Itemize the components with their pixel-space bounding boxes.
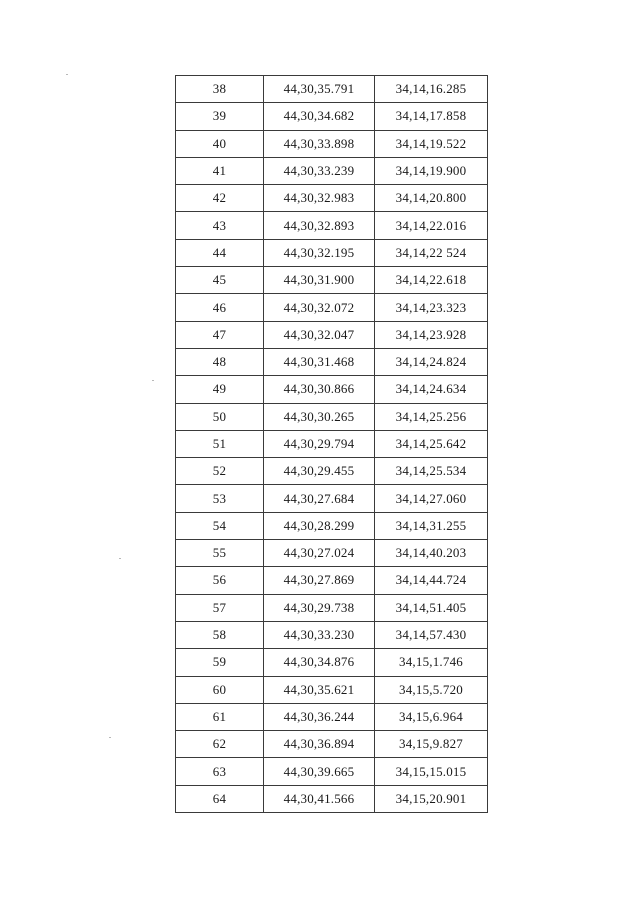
point-number-cell: 54 bbox=[176, 512, 264, 539]
coordinate-x-cell: 44,30,36.244 bbox=[264, 703, 375, 730]
point-number-cell: 50 bbox=[176, 403, 264, 430]
point-number-cell: 62 bbox=[176, 731, 264, 758]
table-row bbox=[176, 185, 488, 212]
coordinate-x-cell: 44,30,36.894 bbox=[264, 731, 375, 758]
coordinate-x-cell: 44,30,28.299 bbox=[264, 512, 375, 539]
point-number-cell: 63 bbox=[176, 758, 264, 785]
coordinate-y-cell: 34,14,24.634 bbox=[375, 376, 488, 403]
coordinate-x-cell: 44,30,30.866 bbox=[264, 376, 375, 403]
coordinate-y-cell: 34,14,44.724 bbox=[375, 567, 488, 594]
table-row bbox=[176, 267, 488, 294]
table-row bbox=[176, 485, 488, 512]
point-number-cell: 60 bbox=[176, 676, 264, 703]
table-row bbox=[176, 758, 488, 785]
coordinate-x-cell: 44,30,32.047 bbox=[264, 321, 375, 348]
table-row bbox=[176, 130, 488, 157]
point-number-cell: 53 bbox=[176, 485, 264, 512]
coordinate-x-cell: 44,30,39.665 bbox=[264, 758, 375, 785]
table-row bbox=[176, 676, 488, 703]
point-number-cell: 48 bbox=[176, 348, 264, 375]
coordinate-x-cell: 44,30,32.072 bbox=[264, 294, 375, 321]
scan-speck bbox=[66, 74, 68, 75]
scan-speck bbox=[152, 380, 154, 381]
point-number-cell: 43 bbox=[176, 212, 264, 239]
point-number-cell: 57 bbox=[176, 594, 264, 621]
coordinate-x-cell: 44,30,32.195 bbox=[264, 239, 375, 266]
coordinate-y-cell: 34,15,5.720 bbox=[375, 676, 488, 703]
coordinate-x-cell: 44,30,29.738 bbox=[264, 594, 375, 621]
coordinate-y-cell: 34,14,20.800 bbox=[375, 185, 488, 212]
point-number-cell: 49 bbox=[176, 376, 264, 403]
point-number-cell: 46 bbox=[176, 294, 264, 321]
coordinate-y-cell: 34,14,22 524 bbox=[375, 239, 488, 266]
coordinate-x-cell: 44,30,33.230 bbox=[264, 621, 375, 648]
table-row bbox=[176, 731, 488, 758]
table-row bbox=[176, 103, 488, 130]
point-number-cell: 51 bbox=[176, 430, 264, 457]
coordinate-y-cell: 34,14,40.203 bbox=[375, 540, 488, 567]
table-row bbox=[176, 294, 488, 321]
table-row bbox=[176, 540, 488, 567]
coordinate-y-cell: 34,14,19.900 bbox=[375, 157, 488, 184]
coordinate-x-cell: 44,30,31.468 bbox=[264, 348, 375, 375]
point-number-cell: 64 bbox=[176, 785, 264, 812]
coordinate-y-cell: 34,15,1.746 bbox=[375, 649, 488, 676]
coordinate-x-cell: 44,30,27.869 bbox=[264, 567, 375, 594]
coordinate-x-cell: 44,30,30.265 bbox=[264, 403, 375, 430]
point-number-cell: 44 bbox=[176, 239, 264, 266]
table-row bbox=[176, 458, 488, 485]
table-row bbox=[176, 403, 488, 430]
table-row bbox=[176, 430, 488, 457]
point-number-cell: 39 bbox=[176, 103, 264, 130]
coordinate-x-cell: 44,30,29.794 bbox=[264, 430, 375, 457]
point-number-cell: 61 bbox=[176, 703, 264, 730]
coordinate-x-cell: 44,30,34.682 bbox=[264, 103, 375, 130]
coordinate-y-cell: 34,15,9.827 bbox=[375, 731, 488, 758]
point-number-cell: 42 bbox=[176, 185, 264, 212]
table-row bbox=[176, 785, 488, 812]
point-number-cell: 41 bbox=[176, 157, 264, 184]
coordinate-x-cell: 44,30,27.684 bbox=[264, 485, 375, 512]
coordinate-y-cell: 34,14,22.016 bbox=[375, 212, 488, 239]
coordinate-x-cell: 44,30,29.455 bbox=[264, 458, 375, 485]
coordinate-y-cell: 34,14,25.642 bbox=[375, 430, 488, 457]
table-row bbox=[176, 212, 488, 239]
coordinate-y-cell: 34,14,23.323 bbox=[375, 294, 488, 321]
coordinate-y-cell: 34,14,16.285 bbox=[375, 76, 488, 103]
table-row bbox=[176, 594, 488, 621]
coordinates-table-body bbox=[176, 76, 488, 813]
coordinate-x-cell: 44,30,34.876 bbox=[264, 649, 375, 676]
coordinate-x-cell: 44,30,33.898 bbox=[264, 130, 375, 157]
coordinate-y-cell: 34,15,6.964 bbox=[375, 703, 488, 730]
coordinate-y-cell: 34,14,24.824 bbox=[375, 348, 488, 375]
coordinate-x-cell: 44,30,41.566 bbox=[264, 785, 375, 812]
point-number-cell: 47 bbox=[176, 321, 264, 348]
table-row bbox=[176, 649, 488, 676]
coordinate-x-cell: 44,30,35.791 bbox=[264, 76, 375, 103]
point-number-cell: 58 bbox=[176, 621, 264, 648]
point-number-cell: 38 bbox=[176, 76, 264, 103]
table-row bbox=[176, 703, 488, 730]
coordinate-y-cell: 34,14,27.060 bbox=[375, 485, 488, 512]
coordinate-y-cell: 34,14,23.928 bbox=[375, 321, 488, 348]
table-row bbox=[176, 376, 488, 403]
scan-speck bbox=[119, 558, 121, 559]
table-row bbox=[176, 157, 488, 184]
coordinate-y-cell: 34,14,31.255 bbox=[375, 512, 488, 539]
coordinate-x-cell: 44,30,32.983 bbox=[264, 185, 375, 212]
coordinate-y-cell: 34,14,22.618 bbox=[375, 267, 488, 294]
table-row bbox=[176, 76, 488, 103]
coordinate-y-cell: 34,15,15.015 bbox=[375, 758, 488, 785]
point-number-cell: 56 bbox=[176, 567, 264, 594]
point-number-cell: 40 bbox=[176, 130, 264, 157]
table-row bbox=[176, 348, 488, 375]
table-row bbox=[176, 239, 488, 266]
coordinates-table bbox=[175, 75, 488, 813]
point-number-cell: 52 bbox=[176, 458, 264, 485]
coordinate-x-cell: 44,30,27.024 bbox=[264, 540, 375, 567]
table-row bbox=[176, 621, 488, 648]
coordinate-y-cell: 34,15,20.901 bbox=[375, 785, 488, 812]
table-row bbox=[176, 567, 488, 594]
coordinate-x-cell: 44,30,31.900 bbox=[264, 267, 375, 294]
point-number-cell: 55 bbox=[176, 540, 264, 567]
scan-speck bbox=[109, 737, 111, 738]
table-row bbox=[176, 321, 488, 348]
coordinate-x-cell: 44,30,35.621 bbox=[264, 676, 375, 703]
coordinate-y-cell: 34,14,19.522 bbox=[375, 130, 488, 157]
point-number-cell: 45 bbox=[176, 267, 264, 294]
point-number-cell: 59 bbox=[176, 649, 264, 676]
coordinate-y-cell: 34,14,51.405 bbox=[375, 594, 488, 621]
coordinate-x-cell: 44,30,33.239 bbox=[264, 157, 375, 184]
coordinate-y-cell: 34,14,17.858 bbox=[375, 103, 488, 130]
coordinate-y-cell: 34,14,25.534 bbox=[375, 458, 488, 485]
table-row bbox=[176, 512, 488, 539]
coordinate-y-cell: 34,14,57.430 bbox=[375, 621, 488, 648]
coordinate-y-cell: 34,14,25.256 bbox=[375, 403, 488, 430]
coordinate-x-cell: 44,30,32.893 bbox=[264, 212, 375, 239]
